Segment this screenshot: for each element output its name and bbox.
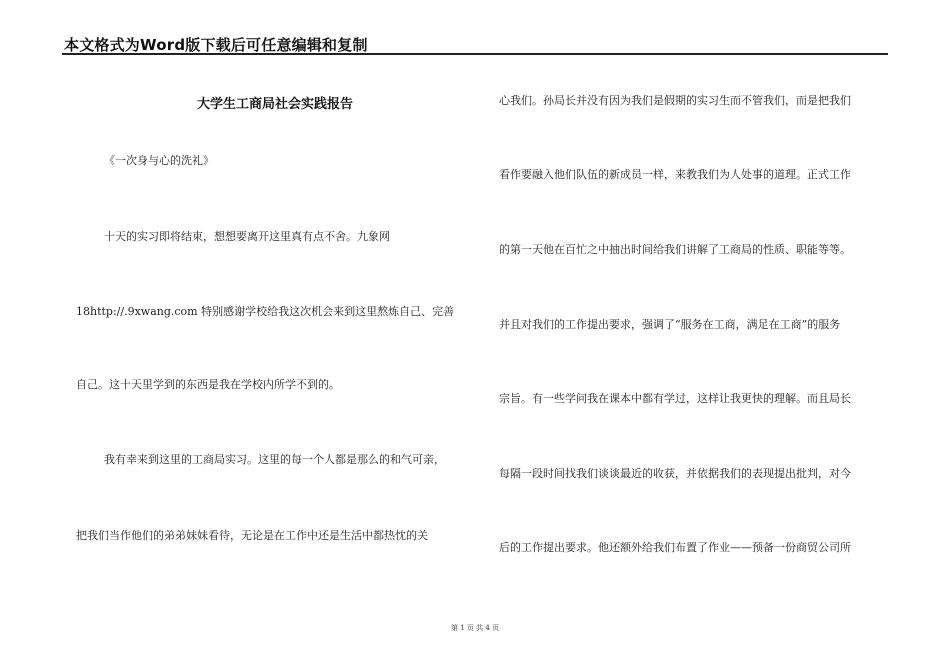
header-divider xyxy=(62,53,888,55)
left-line-paragraph: 18http://.9xwang.com 特别感谢学校给我这次机会来到这里熬炼自己、完善 xyxy=(76,305,455,318)
document-header-banner: 本文格式为Word版下载后可任意编辑和复制 xyxy=(64,36,368,54)
right-line-paragraph: 并且对我们的工作提出要求，强调了“服务在工商，满足在工商”的服务 xyxy=(499,318,841,331)
document-title: 大学生工商局社会实践报告 xyxy=(196,97,353,112)
right-line-paragraph: 看作要融入他们队伍的新成员一样，来教我们为人处事的道理。正式工作 xyxy=(499,168,851,181)
left-line-paragraph: 把我们当作他们的弟弟妹妹看待，无论是在工作中还是生活中都热忱的关 xyxy=(76,529,428,542)
left-line-paragraph: 我有幸来到这里的工商局实习。这里的每一个人都是那么的和气可亲， xyxy=(104,453,445,466)
left-line-paragraph: 十天的实习即将结束，想想要离开这里真有点不舍。九象网 xyxy=(104,230,390,243)
page-number-indicator: 第 1 页 共 4 页 xyxy=(450,624,500,632)
right-line-paragraph: 的第一天他在百忙之中抽出时间给我们讲解了工商局的性质、职能等等。 xyxy=(499,243,851,256)
right-line-paragraph: 每隔一段时间找我们谈谈最近的收获，并依据我们的表现提出批判，对今 xyxy=(499,467,851,480)
right-line-paragraph: 心我们。孙局长并没有因为我们是假期的实习生而不管我们，而是把我们 xyxy=(499,94,851,107)
right-line-paragraph: 宗旨。有一些学问我在课本中都有学过，这样让我更快的理解。而且局长 xyxy=(499,392,851,405)
left-line-subtitle: 《一次身与心的洗礼》 xyxy=(104,154,214,167)
right-line-paragraph: 后的工作提出要求。他还额外给我们布置了作业——预备一份商贸公司所 xyxy=(499,541,851,554)
left-line-paragraph: 自己。这十天里学到的东西是我在学校内所学不到的。 xyxy=(76,378,340,391)
